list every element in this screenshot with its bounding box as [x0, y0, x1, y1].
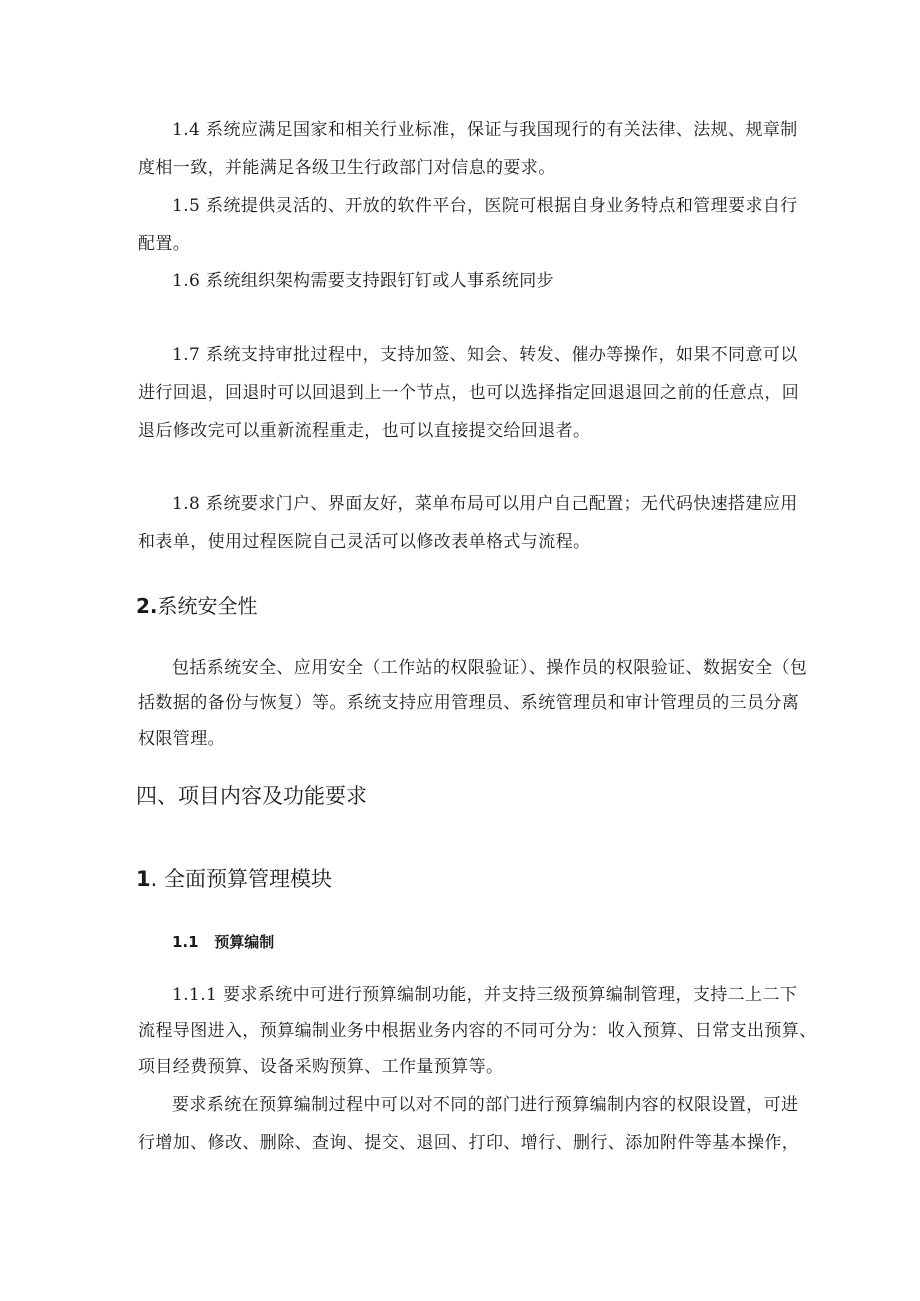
- item-1-7-line-3: 退后修改完可以重新流程重走，也可以直接提交给回退者。: [138, 421, 591, 441]
- module-1-title: . 全面预算管理模块: [150, 867, 332, 891]
- subsection-1-1-title: 预算编制: [214, 933, 275, 951]
- para-1-1-1-line-3: 项目经费预算、设备采购预算、工作量预算等。: [138, 1057, 504, 1077]
- item-1-7-line-2: 进行回退，回退时可以回退到上一个节点，也可以选择指定回退退回之前的任意点，回: [138, 383, 800, 403]
- subsection-1-1-heading: [172, 931, 274, 953]
- section-2-number: 2.: [136, 594, 158, 618]
- module-1-heading: [136, 864, 332, 894]
- section-2-heading: [136, 592, 258, 620]
- item-1-6-line-1: 1.6 系统组织架构需要支持跟钉钉或人事系统同步: [172, 271, 555, 291]
- item-1-8-line-2: 和表单，使用过程医院自己灵活可以修改表单格式与流程。: [138, 532, 591, 552]
- security-line-3: 权限管理。: [138, 729, 225, 749]
- security-line-2: 括数据的备份与恢复）等。系统支持应用管理员、系统管理员和审计管理员的三员分离: [138, 693, 800, 713]
- para-perm-line-2: 行增加、修改、删除、查询、提交、退回、打印、增行、删行、添加附件等基本操作，: [138, 1133, 800, 1153]
- item-1-5-line-2: 配置。: [138, 234, 191, 254]
- para-1-1-1-line-1: 1.1.1 要求系统中可进行预算编制功能，并支持三级预算编制管理，支持二上二下: [172, 985, 798, 1005]
- chapter-4-heading: 四、项目内容及功能要求: [136, 784, 367, 808]
- section-2-title: 系统安全性: [157, 594, 258, 618]
- para-perm-line-1: 要求系统在预算编制过程中可以对不同的部门进行预算编制内容的权限设置，可进: [172, 1095, 799, 1115]
- item-1-4-line-1: 1.4 系统应满足国家和相关行业标准，保证与我国现行的有关法律、法规、规章制: [172, 120, 798, 140]
- subsection-1-1-number: 1.1: [172, 933, 199, 951]
- module-1-number: 1: [136, 867, 151, 891]
- item-1-4-line-2: 度相一致，并能满足各级卫生行政部门对信息的要求。: [138, 158, 556, 178]
- item-1-5-line-1: 1.5 系统提供灵活的、开放的软件平台，医院可根据自身业务特点和管理要求自行: [172, 196, 798, 216]
- item-1-7-line-1: 1.7 系统支持审批过程中，支持加签、知会、转发、催办等操作，如果不同意可以: [172, 345, 798, 365]
- para-1-1-1-line-2: 流程导图进入，预算编制业务中根据业务内容的不同可分为：收入预算、日常支出预算、: [138, 1021, 817, 1041]
- item-1-8-line-1: 1.8 系统要求门户、界面友好，菜单布局可以用户自己配置；无代码快速搭建应用: [172, 494, 798, 514]
- security-line-1: 包括系统安全、应用安全（工作站的权限验证）、操作员的权限验证、数据安全（包: [172, 658, 808, 678]
